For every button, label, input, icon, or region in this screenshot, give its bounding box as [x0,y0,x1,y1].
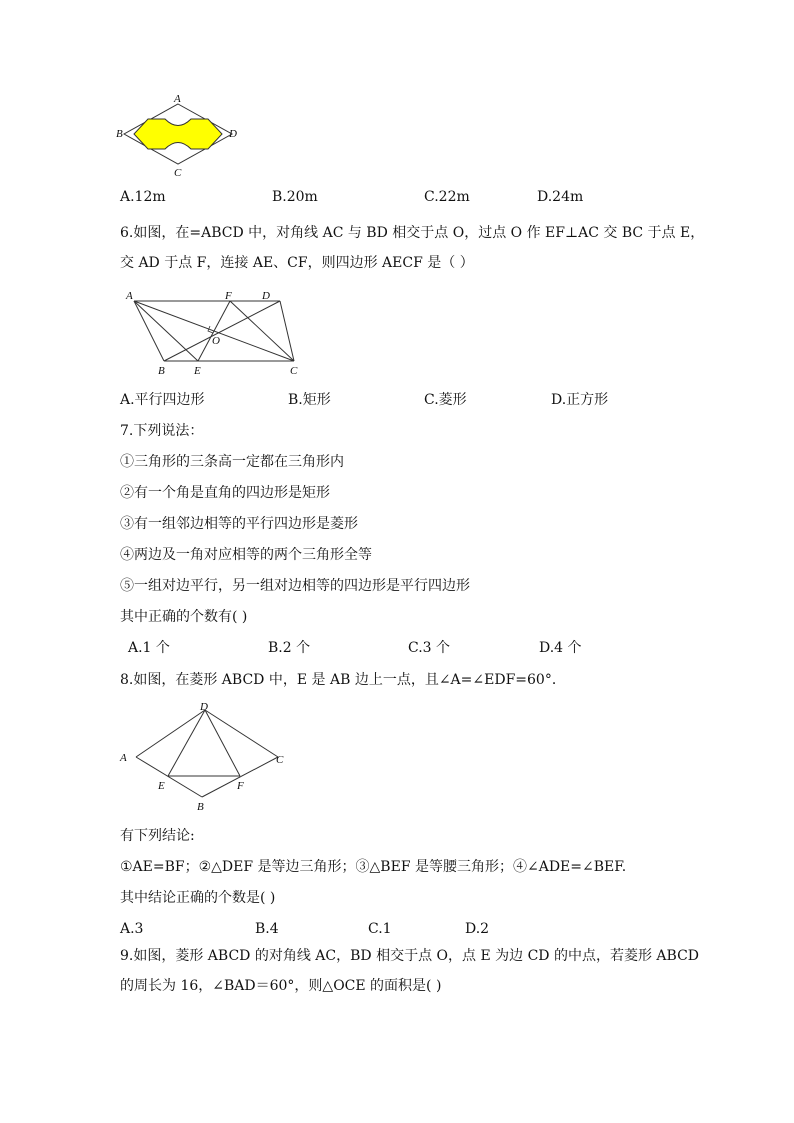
q6-option-a: A.平行四边形 [120,392,205,408]
q8-conclusions: ①AE=BF；②△DEF 是等边三角形；③△BEF 是等腰三角形；④∠ADE=∠BEF. [120,859,627,875]
figure3-label-d: D [200,701,208,713]
figure1-label-c: C [174,167,182,179]
q8-conclusion-title: 有下列结论: [120,828,195,844]
figure1-label-d: D [229,128,237,140]
q5-option-b: B.20m [272,189,318,205]
q5-option-d: D.24m [537,189,584,205]
figure2-label-a: A [126,290,133,302]
figure1-yellow-region [134,119,222,149]
figure2-label-e: E [194,365,201,377]
q8-option-a: A.3 [120,921,144,937]
figure3-label-b: B [197,801,204,813]
q5-option-a: A.12m [120,189,166,205]
q7-option-a: A.1 个 [128,640,170,656]
q6-option-c: C.菱形 [424,392,467,408]
q6-text-line1: 6.如图，在=ABCD 中，对角线 AC 与 BD 相交于点 O，过点 O 作 EF⊥AC 交 BC 于点 E， [120,225,705,241]
q9-text-line1: 9.如图，菱形 ABCD 的对角线 AC，BD 相交于点 O，点 E 为边 CD 的中点，若菱形 ABCD [120,948,700,964]
figure1-label-a: A [174,93,181,105]
q7-option-b: B.2 个 [268,640,311,656]
q7-title: 7.下列说法： [120,423,204,439]
q6-option-d: D.正方形 [551,392,609,408]
figure-parallelogram [122,286,302,378]
figure3-label-e: E [158,780,165,792]
figure2-label-o: O [212,335,220,347]
figure-yellow-shape [118,92,243,178]
figure-rhombus-def [118,700,288,815]
q7-item-1: ①三角形的三条高一定都在三角形内 [120,454,344,470]
figure2-label-f: F [225,290,232,302]
q8-option-d: D.2 [465,921,490,937]
figure3-label-f: F [237,780,244,792]
q8-option-b: B.4 [255,921,279,937]
q8-text-line1: 8.如图，在菱形 ABCD 中，E 是 AB 边上一点，且∠A=∠EDF=60°． [120,672,566,688]
q7-item-2: ②有一个角是直角的四边形是矩形 [120,485,330,501]
q6-text-line2: 交 AD 于点 F，连接 AE、CF，则四边形 AECF 是（ ） [120,255,474,271]
q8-question: 其中结论正确的个数是( ) [120,890,276,906]
q7-item-3: ③有一组邻边相等的平行四边形是菱形 [120,516,358,532]
q8-option-c: C.1 [368,921,392,937]
q7-option-c: C.3 个 [408,640,451,656]
figure3-label-c: C [276,754,284,766]
figure2-label-c: C [290,365,298,377]
figure2-label-d: D [262,290,270,302]
figure3-label-a: A [120,752,127,764]
figure2-label-b: B [158,365,165,377]
q7-item-4: ④两边及一角对应相等的两个三角形全等 [120,547,372,563]
q7-question: 其中正确的个数有( ) [120,609,248,625]
q7-item-5: ⑤一组对边平行，另一组对边相等的四边形是平行四边形 [120,578,470,594]
q7-option-d: D.4 个 [539,640,582,656]
figure1-label-b: B [116,128,123,140]
q9-text-line2: 的周长为 16，∠BAD＝60°，则△OCE 的面积是( ) [120,978,442,994]
q5-option-c: C.22m [424,189,470,205]
q6-option-b: B.矩形 [288,392,331,408]
